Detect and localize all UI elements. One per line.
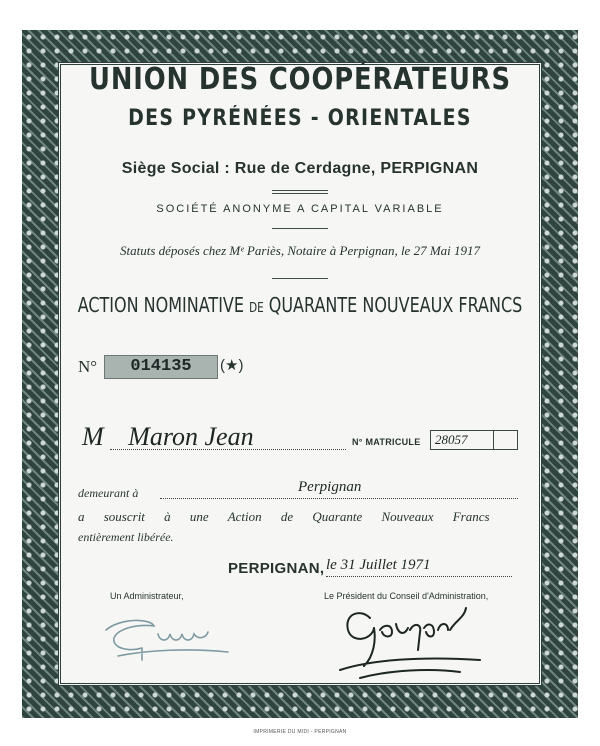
share-type — [60, 293, 540, 317]
matricule-label: N° MATRICULE — [352, 437, 421, 447]
divider — [272, 190, 328, 191]
company-type: SOCIÉTÉ ANONYME A CAPITAL VARIABLE — [156, 203, 444, 215]
name-dotted-line — [110, 449, 346, 450]
certificate-number: 014135 — [104, 355, 218, 379]
president-signature — [330, 600, 500, 682]
president-label: Le Président du Conseil d'Administration, — [324, 591, 489, 601]
place: PERPIGNAN, — [228, 560, 325, 577]
holder-prefix: M — [82, 422, 104, 451]
residence-dotted-line — [160, 498, 518, 499]
residence-city: Perpignan — [298, 479, 362, 495]
date-dotted-line — [326, 576, 512, 577]
divider — [272, 278, 328, 279]
printer-imprint: IMPRIMERIE DU MIDI - PERPIGNAN — [253, 729, 347, 735]
holder-name — [82, 422, 254, 452]
share-type-part2: QUARANTE NOUVEAUX FRANCS — [268, 293, 523, 317]
title-line-2: DES PYRÉNÉES - ORIENTALES — [128, 106, 472, 131]
statutes-line: Statuts déposés chez Mᵉ Pariès, Notaire à Perpignan, le 27 Mai 1917 — [119, 243, 481, 258]
subscription-text: a souscrit à une Action de Quarante Nouveaux Francs — [78, 509, 490, 524]
matricule-divider — [493, 430, 494, 450]
issue-date: le 31 Juillet 1971 — [326, 557, 431, 573]
administrator-label: Un Administrateur, — [110, 591, 184, 601]
registered-office: Siège Social : Rue de Cerdagne, PERPIGNAN — [121, 160, 479, 177]
holder-handwritten-name: Maron Jean — [128, 422, 254, 451]
administrator-signature — [98, 608, 238, 668]
residence-label: demeurant à — [78, 486, 139, 500]
matricule-value: 28057 — [435, 432, 468, 447]
number-label: N° — [78, 357, 98, 376]
star-mark: (★) — [220, 357, 244, 374]
divider — [272, 228, 328, 229]
share-type-part1: ACTION NOMINATIVE — [77, 293, 244, 317]
paid-text: entièrement libérée. — [78, 530, 174, 544]
title-line-1: UNION DES COOPÉRATEURS — [89, 62, 511, 97]
share-type-de: DE — [249, 301, 264, 316]
divider — [272, 193, 328, 194]
